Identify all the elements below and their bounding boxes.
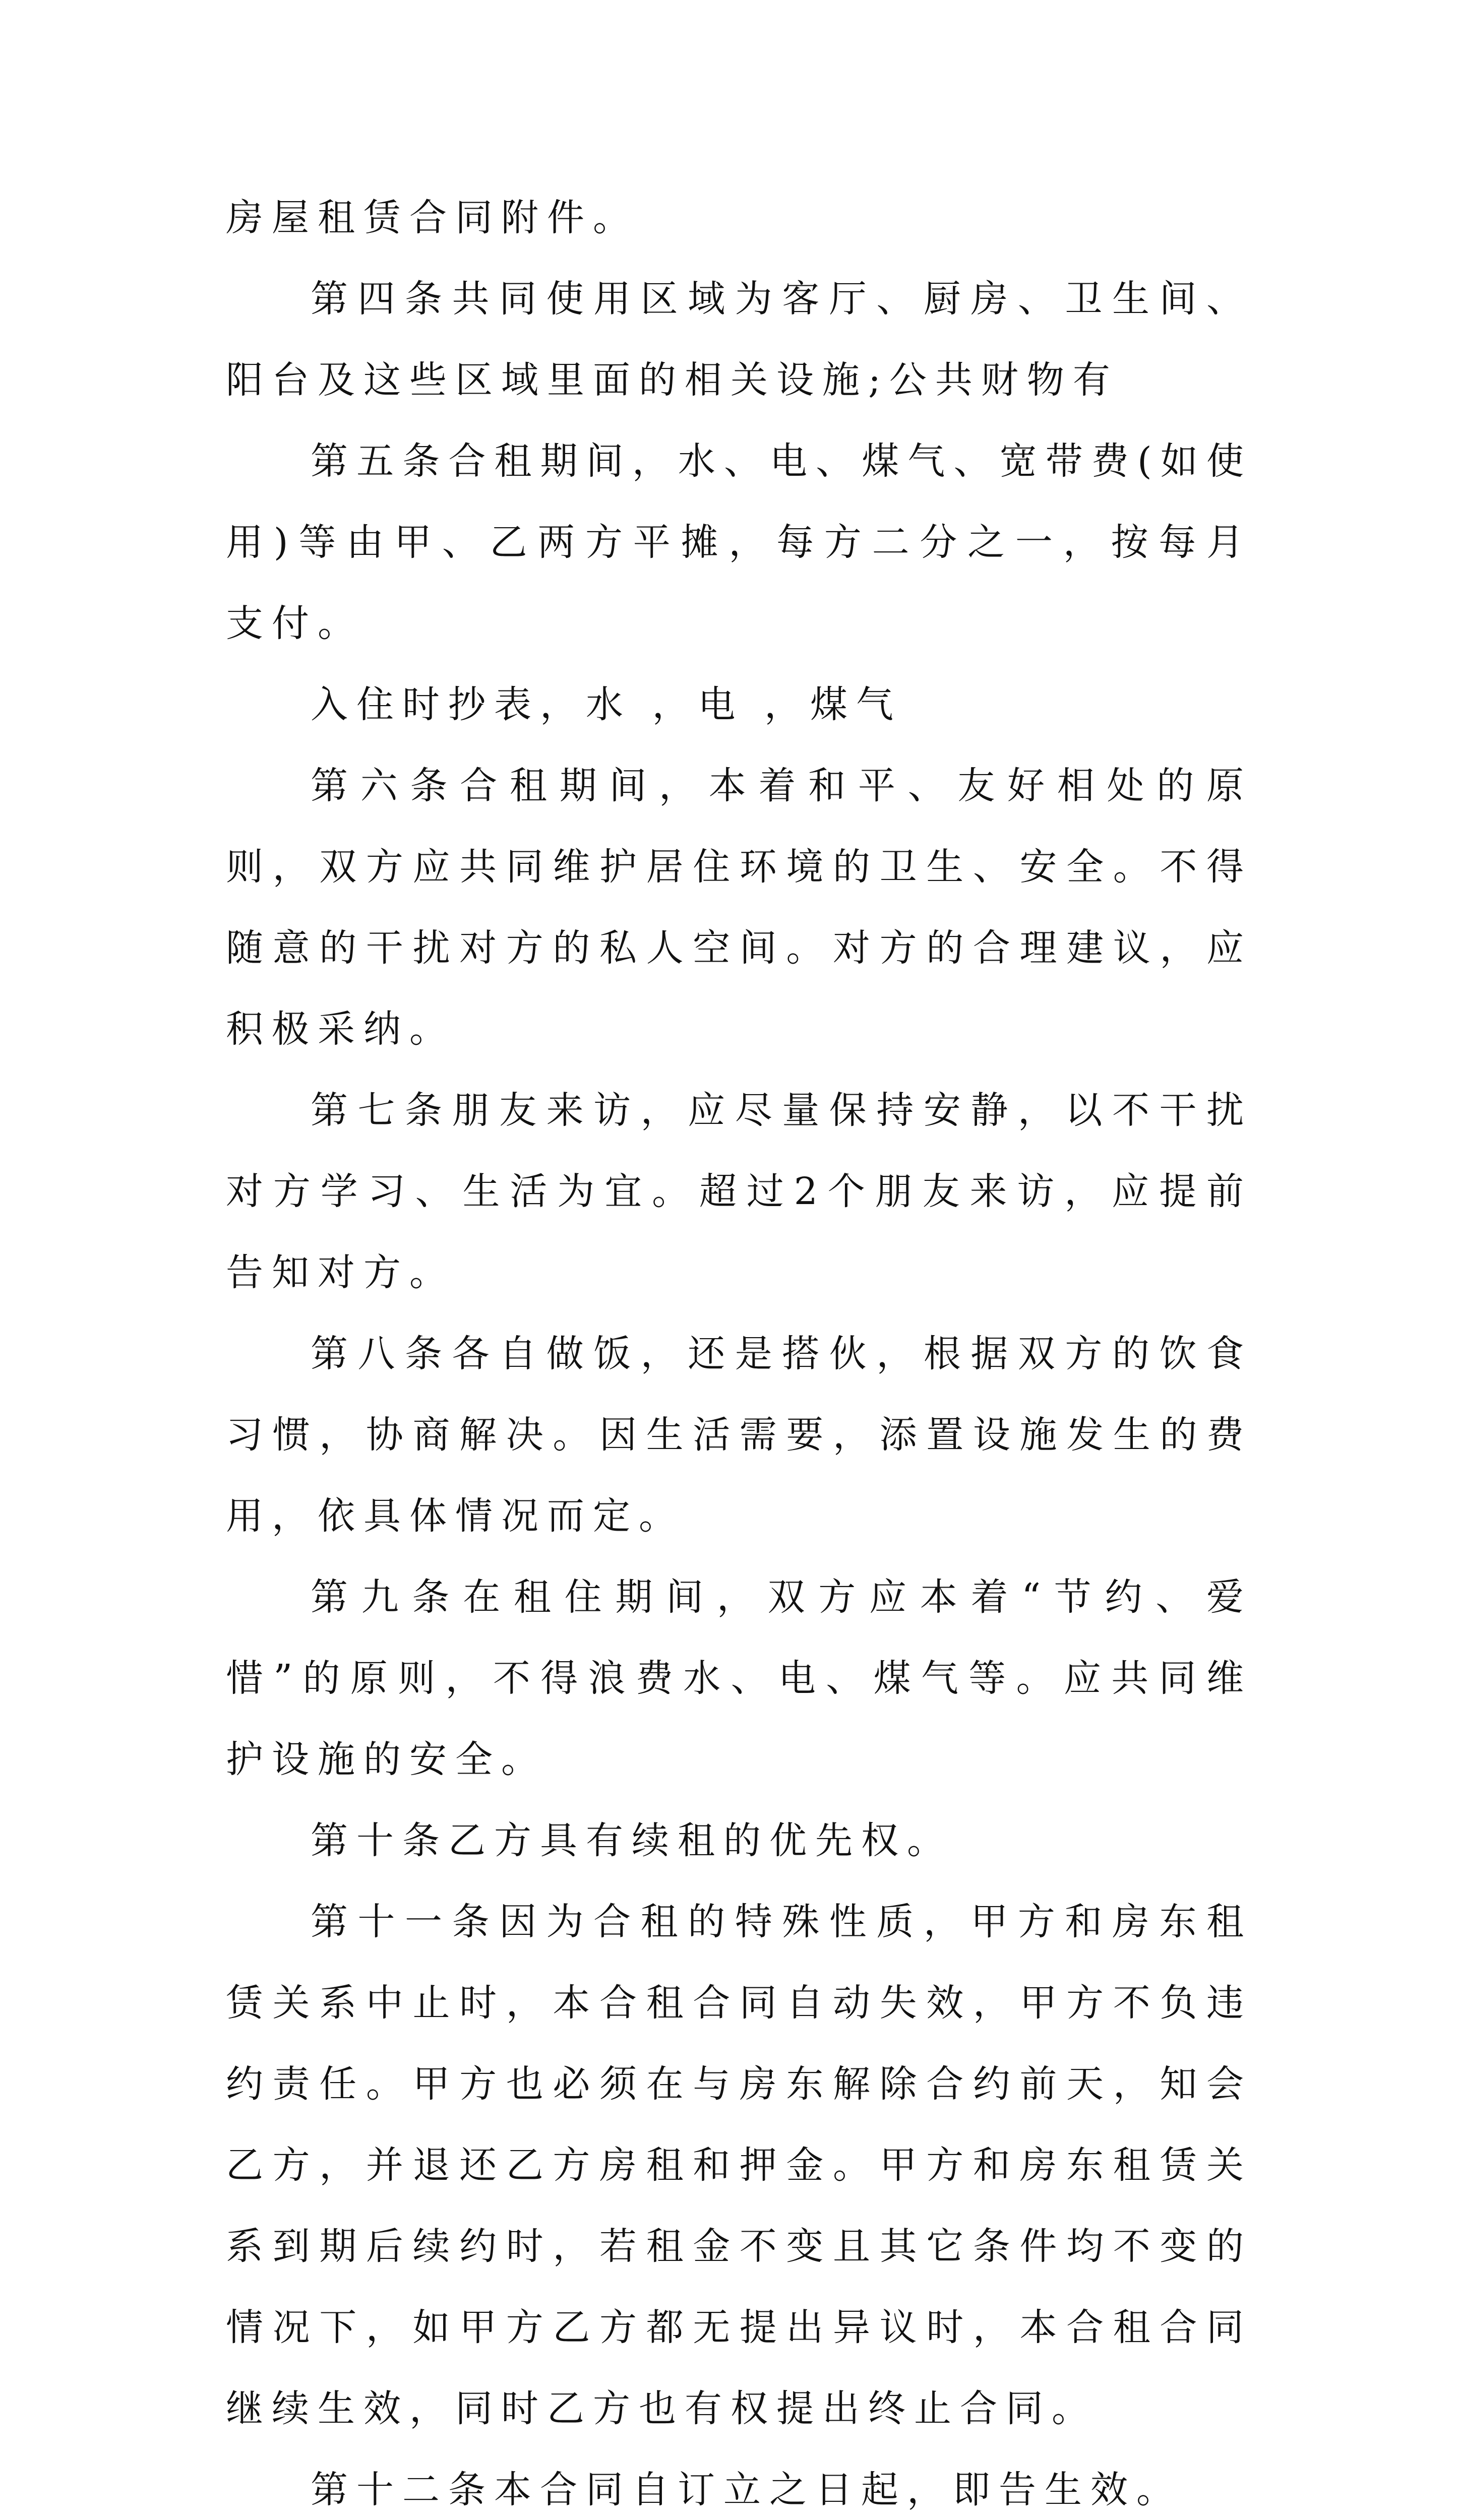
paragraph-article-8: 第八条各自做饭，还是搭伙，根据双方的饮食习惯，协商解决。因生活需要，添置设施发生的费用，依具体情况而定。 [226, 1332, 1252, 1538]
paragraph-article-5: 第五条合租期间，水、电、煤气、宽带费(如使用)等由甲、乙两方平摊，每方二分之一，按每月支付。 [226, 439, 1252, 645]
paragraph-article-11: 第十一条因为合租的特殊性质，甲方和房东租赁关系中止时，本合租合同自动失效，甲方不负违约责任。甲方也必须在与房东解除合约前天，知会乙方，并退还乙方房租和押金。甲方和房东租赁关系到期后续约时，若租金不变且其它条件均不变的情况下，如甲方乙方都无提出异议时，本合租合同继续生效，同时乙方也有权提出终止合同。 [226, 1900, 1252, 2430]
paragraph-article-4: 第四条共同使用区域为客厅、厨房、卫生间、阳台及这些区域里面的相关设施;公共财物有 [226, 277, 1252, 402]
paragraph-article-10: 第十条乙方具有续租的优先权。 [311, 1819, 953, 1862]
document-body [226, 177, 1252, 2520]
paragraph-article-9: 第九条在租住期间，双方应本着“节约、爱惜”的原则，不得浪费水、电、煤气等。应共同维护设施的安全。 [226, 1576, 1252, 1781]
paragraph-article-12: 第十二条本合同自订立之日起，即告生效。 [311, 2468, 1182, 2511]
paragraph-article-6: 第六条合租期间，本着和平、友好相处的原则，双方应共同维护居住环境的卫生、安全。不得随意的干扰对方的私人空间。对方的合理建议，应积极采纳。 [226, 764, 1252, 1051]
paragraph-article-7: 第七条朋友来访，应尽量保持安静，以不干扰对方学习、生活为宜。超过2个朋友来访，应提前告知对方。 [226, 1089, 1252, 1294]
paragraph-meter-reading: 入住时抄表，水 ，电 ，煤气 [311, 683, 902, 726]
paragraph-attachment: 房屋租赁合同附件。 [226, 196, 639, 239]
